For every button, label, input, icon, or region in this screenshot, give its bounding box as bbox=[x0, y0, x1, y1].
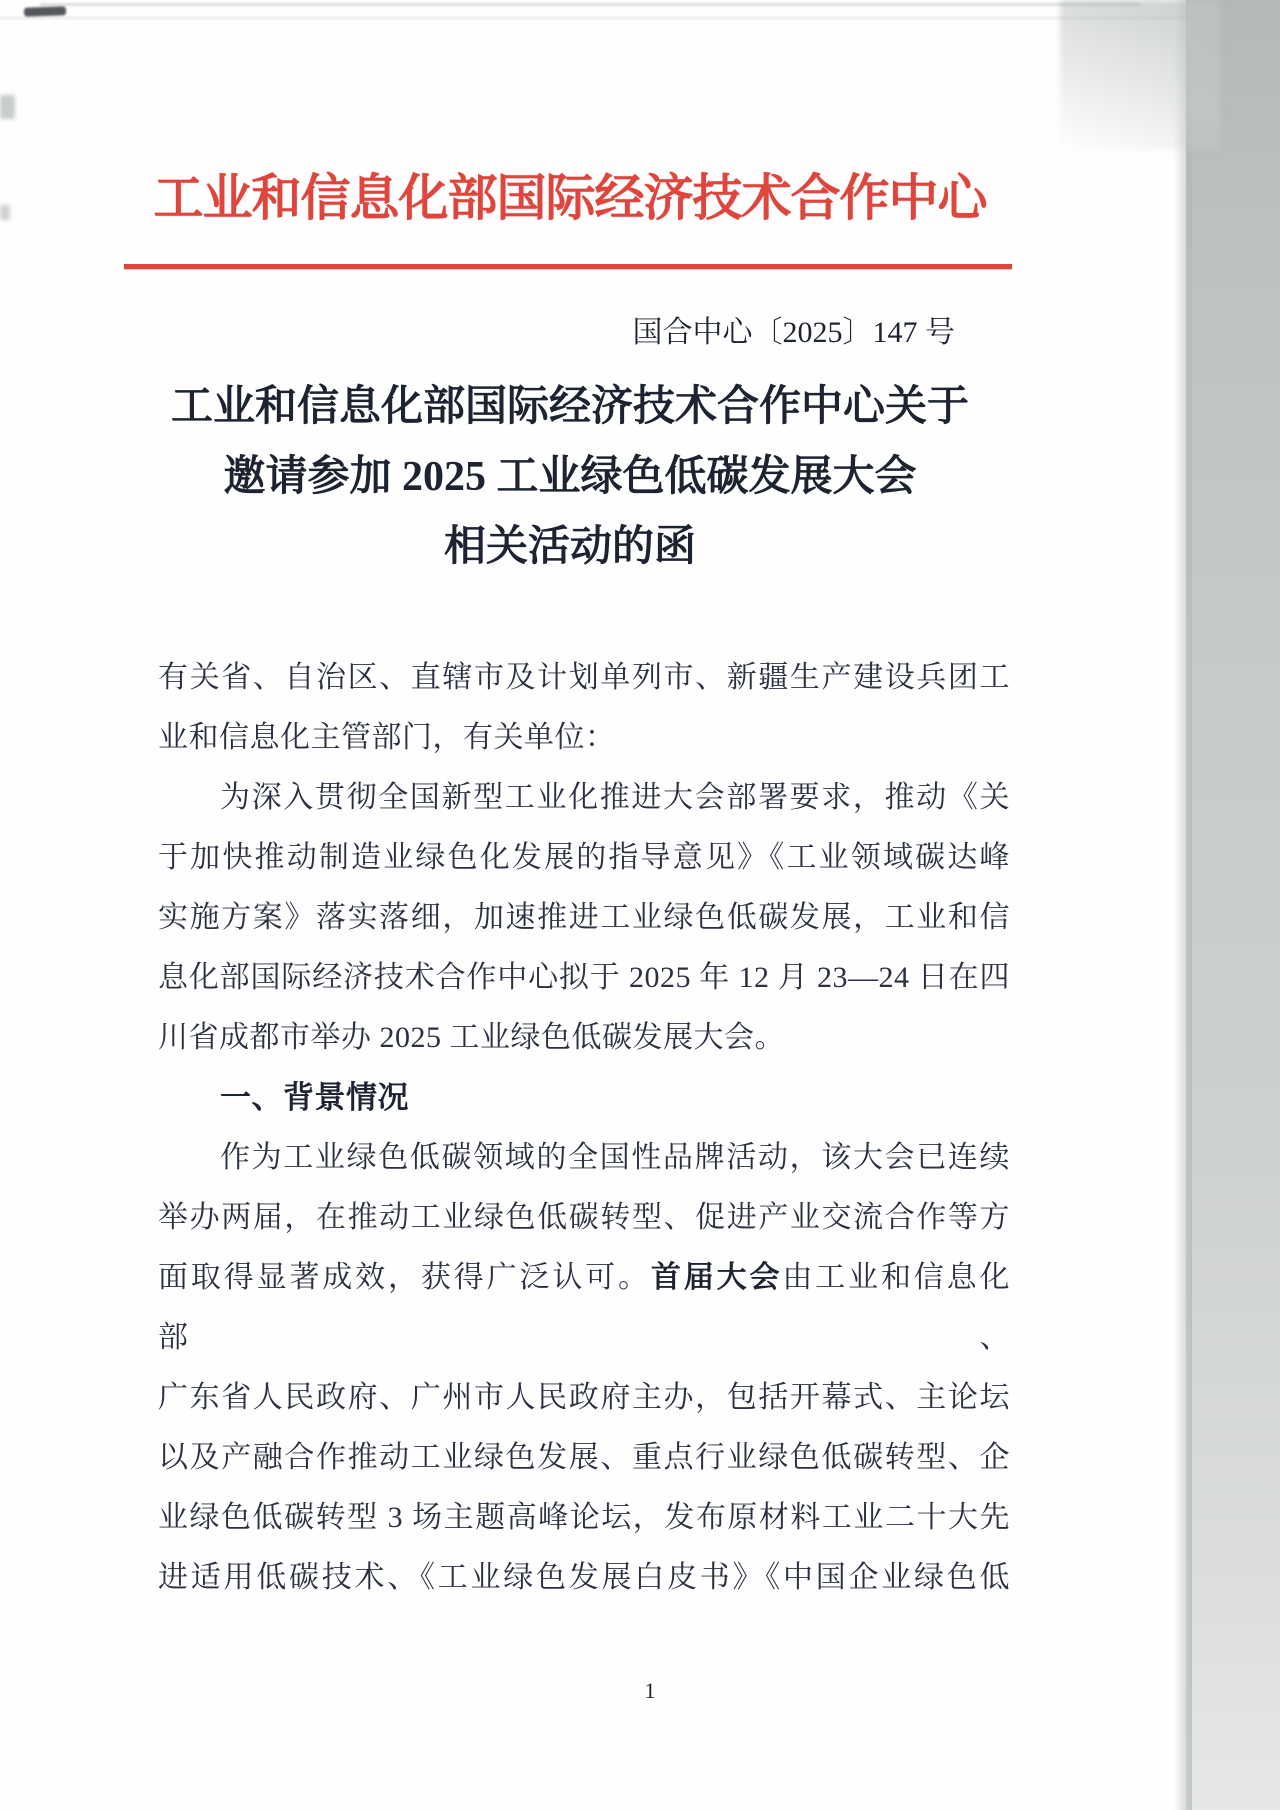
paragraph-line: 于加快推动制造业绿色化发展的指导意见》《工业领域碳达峰 bbox=[158, 841, 1010, 874]
scan-edge-shadow bbox=[1174, 0, 1192, 1810]
paragraph-line: 业绿色低碳转型 3 场主题高峰论坛，发布原材料工业二十大先 bbox=[158, 1501, 1010, 1534]
paragraph-text: 面取得显著成效，获得广泛认可。 bbox=[158, 1261, 651, 1294]
scan-smudge bbox=[24, 6, 66, 16]
scan-smudge bbox=[0, 95, 15, 119]
title-line-1: 工业和信息化部国际经济技术合作中心关于 bbox=[170, 384, 969, 430]
paragraph-line: 息化部国际经济技术合作中心拟于 2025 年 12 月 23—24 日在四 bbox=[158, 961, 1010, 994]
paragraph-line: 实施方案》落实落细，加速推进工业绿色低碳发展，工业和信 bbox=[158, 901, 1010, 934]
title-line-2: 邀请参加 2025 工业绿色低碳发展大会 bbox=[223, 454, 917, 500]
page-number: 1 bbox=[644, 1678, 656, 1703]
paragraph-line: 以及产融合作推动工业绿色发展、重点行业绿色低碳转型、企 bbox=[158, 1441, 1010, 1474]
paragraph-line: 进适用低碳技术、《工业绿色发展白皮书》《中国企业绿色低 bbox=[158, 1561, 1010, 1594]
letterhead-org-name: 工业和信息化部国际经济技术合作中心 bbox=[153, 170, 987, 226]
scan-smudge bbox=[0, 205, 10, 220]
document-title bbox=[130, 372, 1010, 582]
title-line-3: 相关活动的函 bbox=[443, 524, 696, 570]
paragraph-line: 举办两届，在推动工业绿色低碳转型、促进产业交流合作等方 bbox=[158, 1201, 1010, 1234]
scan-streak bbox=[40, 3, 1140, 6]
salutation-line: 业和信息化主管部门，有关单位： bbox=[158, 721, 616, 754]
paragraph-line: 为深入贯彻全国新型工业化推进大会部署要求，推动《关 bbox=[220, 781, 1010, 814]
scan-edge-band bbox=[1186, 0, 1280, 1810]
bold-emphasis: 首届大会 bbox=[650, 1261, 783, 1294]
doc-number: 国合中心〔2025〕147 号 bbox=[632, 316, 955, 349]
scan-corner-shade bbox=[1060, 0, 1220, 150]
letterhead-separator-line bbox=[124, 264, 1012, 269]
paragraph-line: 广东省人民政府、广州市人民政府主办，包括开幕式、主论坛 bbox=[158, 1381, 1010, 1414]
paragraph-line: 川省成都市举办 2025 工业绿色低碳发展大会。 bbox=[158, 1021, 785, 1054]
document-body bbox=[158, 648, 1010, 1608]
paragraph-line: 作为工业绿色低碳领域的全国性品牌活动，该大会已连续 bbox=[220, 1141, 1010, 1174]
paragraph-line bbox=[158, 1248, 1010, 1368]
salutation-line: 有关省、自治区、直辖市及计划单列市、新疆生产建设兵团工 bbox=[158, 661, 1010, 694]
scan-streak bbox=[0, 17, 1190, 19]
paragraph-text: 由工业和信息化部、 bbox=[158, 1261, 1011, 1354]
section-heading: 一、背景情况 bbox=[220, 1080, 409, 1115]
